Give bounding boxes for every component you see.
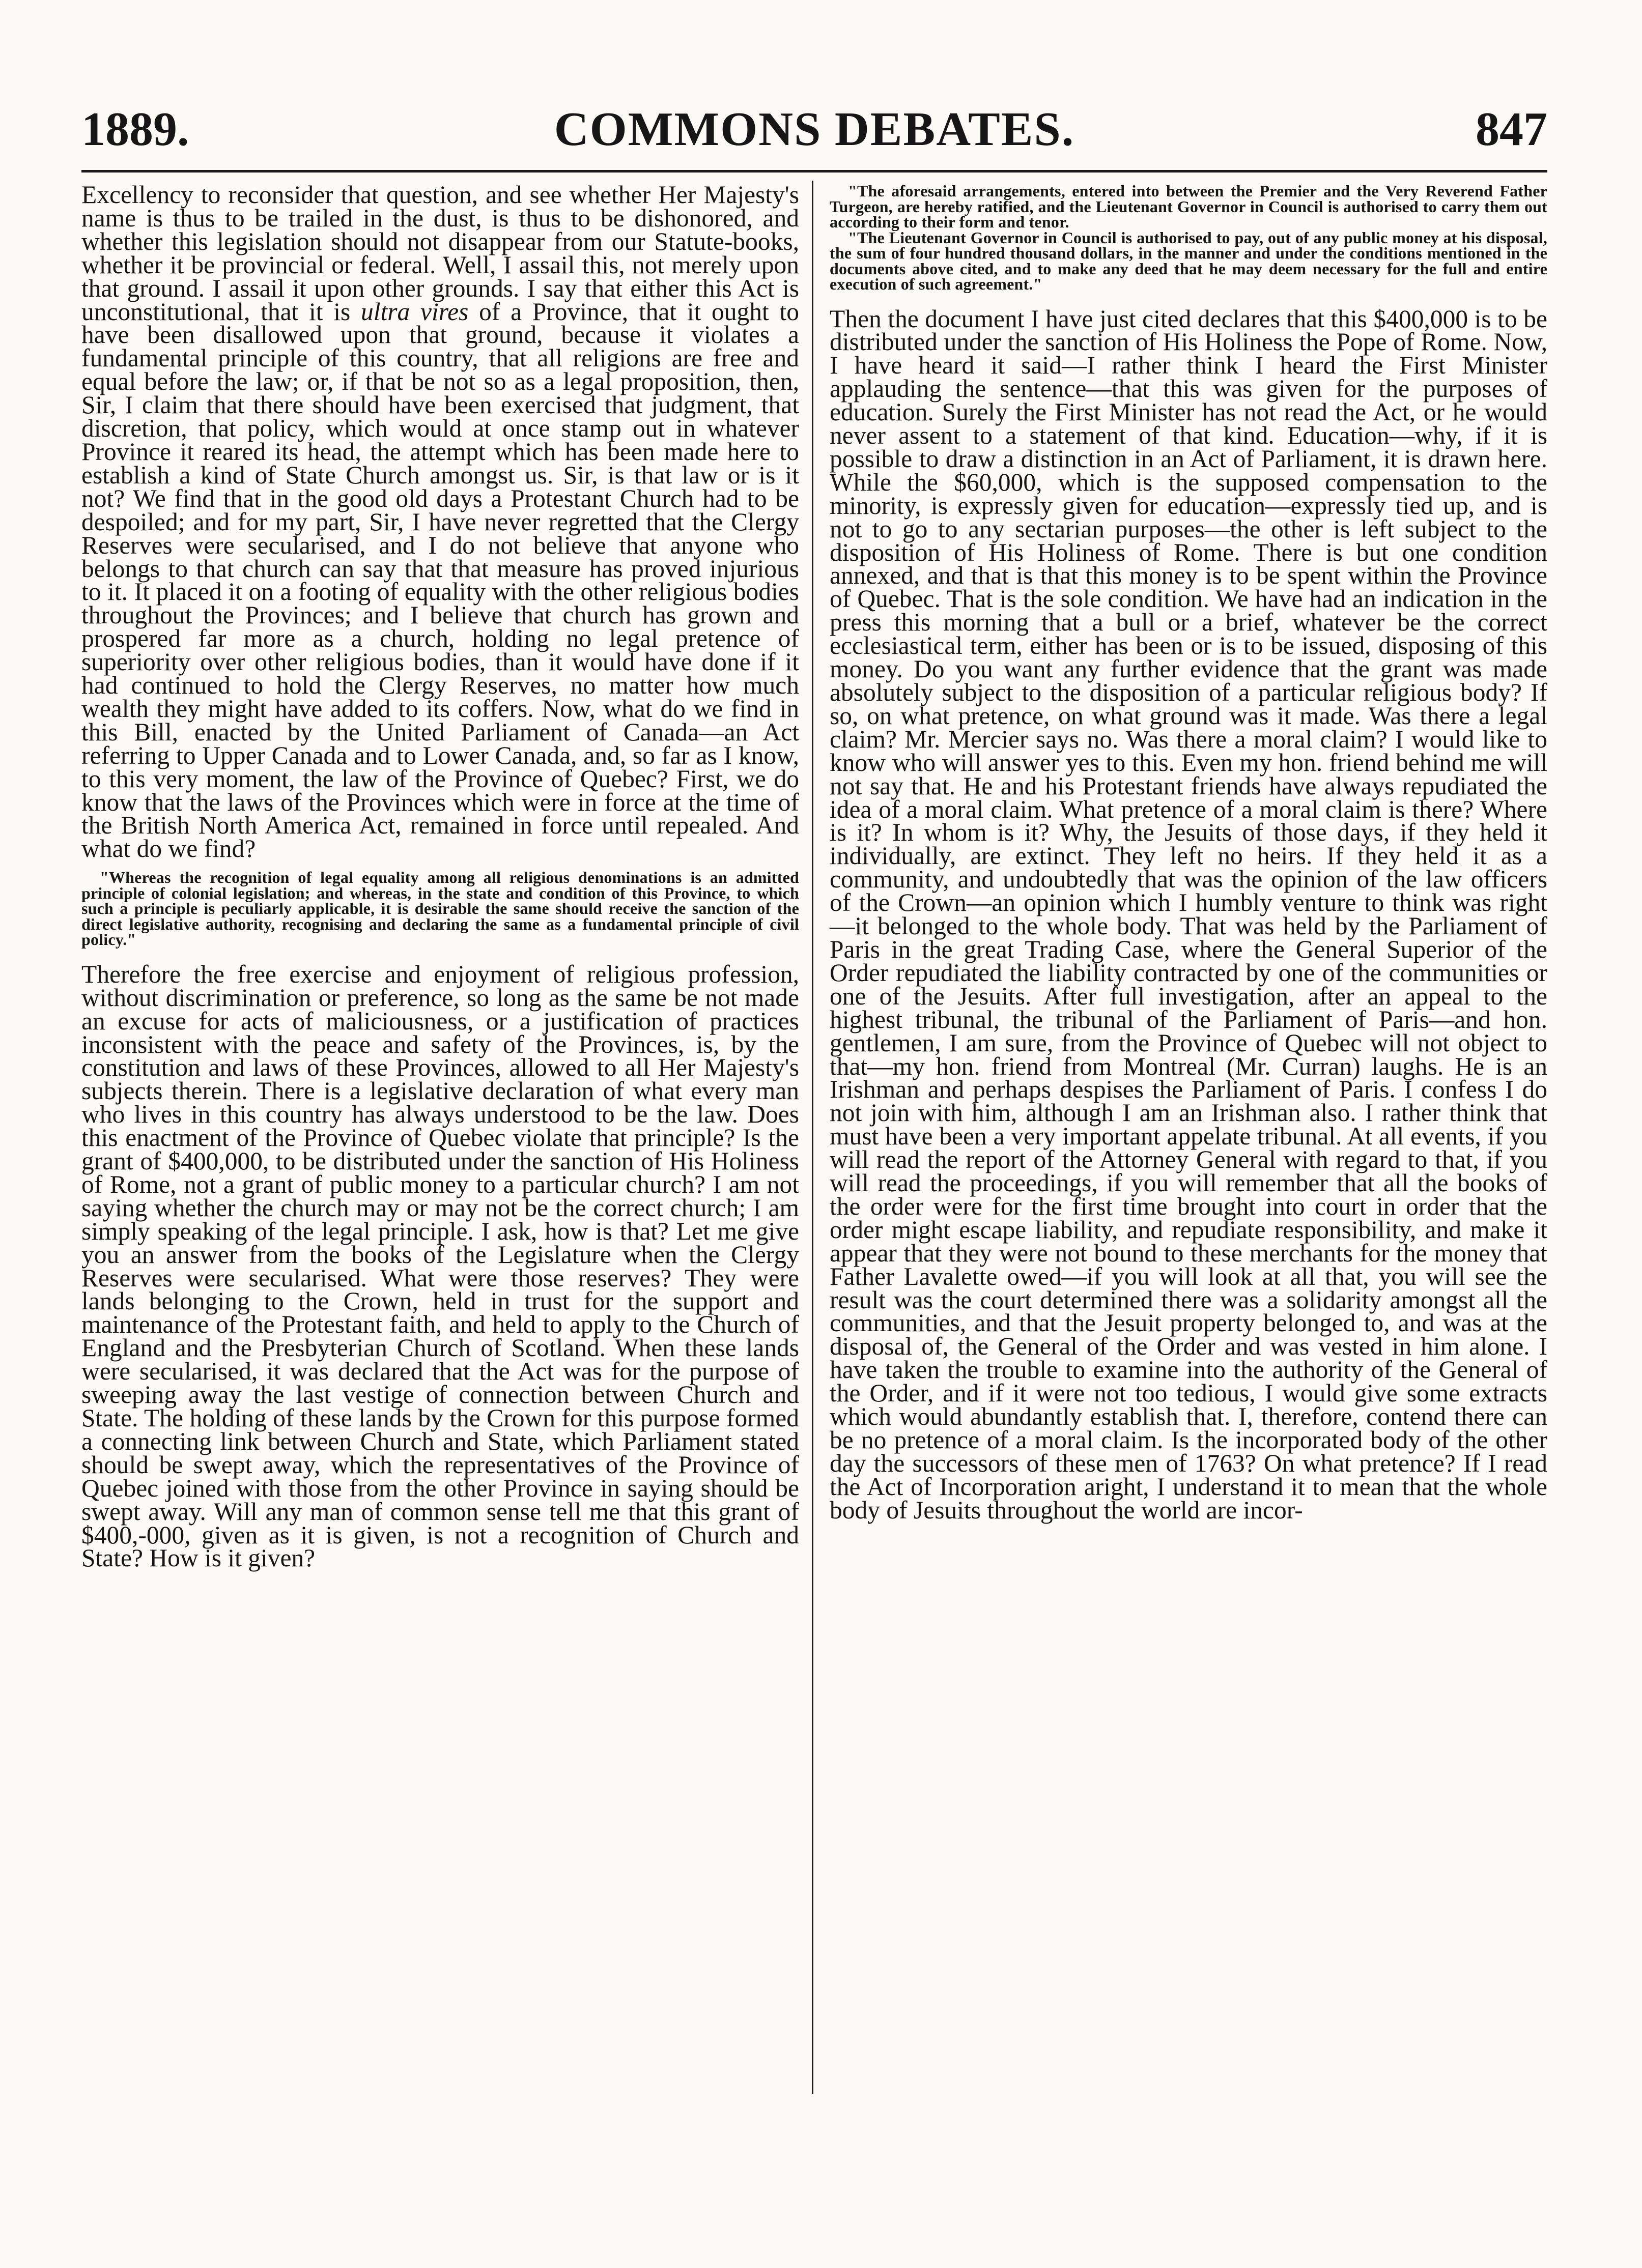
right-quote-2: "The Lieutenant Governor in Council is authorised to pay, out of any public money at his disposal, the sum of four hundred thousand dollars, in the manner and under the conditions mentioned in the documents above cited, and to make any deed that he may deem necessary for the full and entire execution of such agreement." xyxy=(830,228,1547,293)
header-title: COMMONS DEBATES. xyxy=(554,103,1075,156)
header-year: 1889. xyxy=(81,103,189,156)
right-quote-1: "The aforesaid arrangements, entered into between the Premier and the Very Reverend Father Turgeon, are hereby ratified, and the Lieutenant Governor in Council is authorised to carry them out according to their form and tenor. xyxy=(830,182,1547,231)
left-quote-text: "Whereas the recognition of legal equality among all religious denominations is an admitted principle of colonial legislation; and whereas, in the state and condition of this Province, to which such a principle is peculiarly applicable, it is desirable the same should receive the sanction of the direct legislative authority, recognising and declaring the same as a fundamental principle of civil policy." xyxy=(81,868,799,949)
page-header xyxy=(81,102,1547,168)
left-column xyxy=(81,183,799,1570)
left-quote xyxy=(81,870,799,948)
left-paragraph-1 xyxy=(81,181,799,863)
page-number: 847 xyxy=(1476,103,1547,156)
right-quote xyxy=(830,183,1547,292)
header-rule xyxy=(81,170,1547,173)
right-column xyxy=(830,183,1547,1522)
column-divider xyxy=(812,181,813,2094)
left-p1-italic: ultra vires xyxy=(361,297,469,326)
left-p1-text: Excellency to reconsider that question, and see whether Her Majesty's name is thus to be trailed in the dust, is thus to be dishonored, and whether this legislation should not disappear from our Statute-books, whether it be provincial or federal. Well, I assail this, not merely upon that ground. I assail it upon other grounds. I say that either this Act is unconstitutional, that it is xyxy=(81,181,799,326)
left-paragraph-2: Therefore the free exercise and enjoyment of religious profession, without discrimination or preference, so long as the same be not made an excuse for acts of maliciousness, or a justification of practices inconsistent with the peace and safety of the Provinces, is, by the constitution and laws of these Provinces, allowed to all Her Majesty's subjects therein. There is a legislative declaration of what every man who lives in this country has always understood to be the law. Does this enactment of the Province of Quebec violate that principle? Is the grant of $400,000, to be distributed under the sanction of His Holiness of Rome, not a grant of public money to a particular church? I am not saying whether the church may or may not be the correct church; I am simply speaking of the legal principle. I ask, how is that? Let me give you an answer from the books of the Legislature when the Clergy Reserves were secularised. What were those reserves? They were lands belonging to the Crown, held in trust for the support and maintenance of the Protestant faith, and held to apply to the Church of England and the Presbyterian Church of Scotland. When these lands were secularised, it was declared that the Act was for the purpose of sweeping away the last vestige of connection between Church and State. The holding of these lands by the Crown for this purpose formed a connecting link between Church and State, which Parliament stated should be swept away, which the representatives of the Province of Quebec joined with those from the other Province in saying should be swept away. Will any man of common sense tell me that this grant of $400,-000, given as it is given, is not a recognition of Church and State? How is it given? xyxy=(81,960,799,1572)
left-p1-rest: of a Province, that it ought to have been disallowed upon that ground, because it violates a fundamental principle of this country, that all religions are free and equal before the law; or, if that be not so as a legal proposition, then, Sir, I claim that there should have been exercised that judgment, that discretion, that policy, which would at once stamp out in whatever Province it reared its head, the attempt which has been made here to establish a kind of State Church amongst us. Sir, is that law or is it not? We find that in the good old days a Protestant Church had to be despoiled; and for my part, Sir, I have never regretted that the Clergy Reserves were secularised, and I do not believe that anyone who belongs to that church can say that that measure has proved injurious to it. It placed it on a footing of equality with the other religious bodies throughout the Provinces; and I believe that church has grown and prospered far more as a church, holding no legal pretence of superiority over other religious bodies, than it would have done if it had continued to hold the Clergy Reserves, no matter how much wealth they might have added to its coffers. Now, what do we find in this Bill, enacted by the United Parliament of Canada—an Act referring to Upper Canada and to Lower Canada, and, so far as I know, to this very moment, the law of the Province of Quebec? First, we do know that the laws of the Provinces which were in force at the time of the British North America Act, remained in force until repealed. And what do we find? xyxy=(81,297,799,863)
right-paragraph-1: Then the document I have just cited declares that this $400,000 is to be distributed under the sanction of His Holiness the Pope of Rome. Now, I have heard it said—I rather think I heard the First Minister applauding the sentence—that this was given for the purposes of education. Surely the First Minister has not read the Act, or he would never assent to a statement of that kind. Education—why, if it is possible to draw a distinction in an Act of Parliament, it is drawn here. While the $60,000, which is the supposed compensation to the minority, is expressly given for education—expressly tied up, and is not to go to any sectarian purposes—the other is left subject to the disposition of His Holiness of Rome. There is but one condition annexed, and that is that this money is to be spent within the Province of Quebec. That is the sole condition. We have had an indication in the press this morning that a bull or a brief, whatever be the correct ecclesiastical term, either has been or is to be issued, disposing of this money. Do you want any further evidence that the grant was made absolutely subject to the disposition of a particular religious body? If so, on what pretence, on what ground was it made. Was there a legal claim? Mr. Mercier says no. Was there a moral claim? I would like to know who will answer yes to this. Even my hon. friend behind me will not say that. He and his Protestant friends have always repudiated the idea of a moral claim. What pretence of a moral claim is there? Where is it? In whom is it? Why, the Jesuits of those days, if they held it individually, are extinct. They left no heirs. If they held it as a community, and undoubtedly that was the opinion of the law officers of the Crown—an opinion which I humbly venture to think was right—it belonged to the whole body. That was held by the Parliament of Paris in the great Trading Case, where the General Superior of the Order repudiated the liability contracted by one of the communities or one of the Jesuits. After full investigation, after an appeal to the highest tribunal, the tribunal of the Parliament of Paris—and hon. gentlemen, I am sure, from the Province of Quebec will not object to that—my hon. friend from Montreal (Mr. Curran) laughs. He is an Irishman and perhaps despises the Parliament of Paris. I confess I do not join with him, although I am an Irishman also. I rather think that must have been a very important appelate tribunal. At all events, if you will read the report of the Attorney General with regard to that, if you will read the proceedings, if you will remember that all the books of the order were for the first time brought into court in order that the order might escape liability, and repudiate responsibility, and make it appear that they were not bound to these merchants for the money that Father Lavalette owed—if you will look at all that, you will see the result was the court determined there was a solidarity amongst all the communities, and that the Jesuit property belonged to, and was at the disposal of, the General of the Order and was vested in him alone. I have taken the trouble to examine into the authority of the General of the Order, and if it were not too tedious, I would give some extracts which would abundantly establish that. I, therefore, contend there can be no pretence of a moral claim. Is the incorporated body of the other day the successors of these men of 1763? On what pretence? If I read the Act of Incorporation aright, I understand it to mean that the whole body of Jesuits throughout the world are incor- xyxy=(830,304,1547,1524)
